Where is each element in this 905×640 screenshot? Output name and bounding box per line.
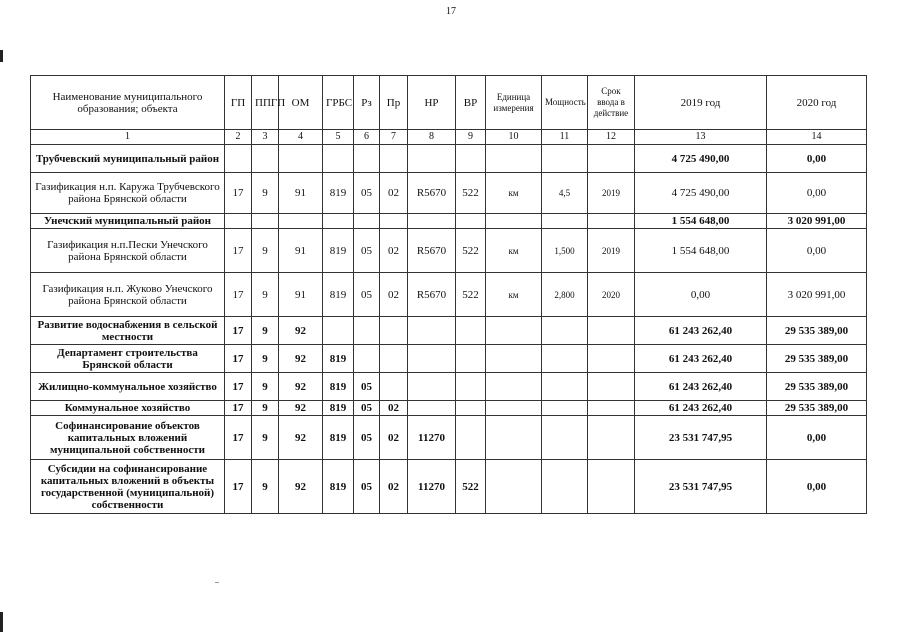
rz-cell: 05 <box>354 460 380 514</box>
header-cell: ГП <box>225 76 252 130</box>
unit-cell <box>486 401 542 416</box>
unit-cell <box>486 460 542 514</box>
amount-2020-cell: 29 535 389,00 <box>767 401 867 416</box>
table-row <box>31 229 867 273</box>
amount-2019-cell: 4 725 490,00 <box>635 145 767 173</box>
amount-2019-cell: 23 531 747,95 <box>635 416 767 460</box>
amount-2020-cell: 29 535 389,00 <box>767 317 867 345</box>
term-cell <box>588 345 635 373</box>
scan-edge-mark-top <box>0 50 3 62</box>
nr-cell <box>408 145 456 173</box>
pr-cell: 02 <box>380 173 408 214</box>
header-cell: 2020 год <box>767 76 867 130</box>
unit-cell <box>486 416 542 460</box>
ppgp-cell: 9 <box>252 373 279 401</box>
vr-cell: 522 <box>456 273 486 317</box>
grbs-cell: 819 <box>323 229 354 273</box>
object-name-cell: Жилищно-коммунальное хозяйство <box>31 373 225 401</box>
header-cell: 2019 год <box>635 76 767 130</box>
budget-table <box>30 75 867 514</box>
om-cell <box>279 214 323 229</box>
rz-cell: 05 <box>354 229 380 273</box>
unit-cell <box>486 317 542 345</box>
om-cell: 91 <box>279 173 323 214</box>
amount-2020-cell: 0,00 <box>767 416 867 460</box>
unit-cell: км <box>486 229 542 273</box>
page-number: 17 <box>446 6 456 17</box>
unit-cell <box>486 145 542 173</box>
pr-cell <box>380 145 408 173</box>
scan-mark <box>215 582 219 583</box>
rz-cell: 05 <box>354 416 380 460</box>
pr-cell: 02 <box>380 229 408 273</box>
amount-2019-cell: 1 554 648,00 <box>635 229 767 273</box>
grbs-cell: 819 <box>323 416 354 460</box>
gp-cell: 17 <box>225 345 252 373</box>
column-number: 3 <box>252 130 279 145</box>
column-number: 4 <box>279 130 323 145</box>
amount-2019-cell: 23 531 747,95 <box>635 460 767 514</box>
nr-cell <box>408 373 456 401</box>
gp-cell: 17 <box>225 460 252 514</box>
om-cell: 92 <box>279 401 323 416</box>
grbs-cell: 819 <box>323 273 354 317</box>
object-name-cell: Газификация н.п.Пески Унечского района Брянской области <box>31 229 225 273</box>
header-cell: ВР <box>456 76 486 130</box>
pr-cell <box>380 373 408 401</box>
rz-cell <box>354 214 380 229</box>
vr-cell <box>456 317 486 345</box>
table-row <box>31 317 867 345</box>
column-number: 2 <box>225 130 252 145</box>
column-number: 9 <box>456 130 486 145</box>
table-row <box>31 145 867 173</box>
nr-cell <box>408 214 456 229</box>
amount-2019-cell: 61 243 262,40 <box>635 401 767 416</box>
ppgp-cell: 9 <box>252 401 279 416</box>
object-name-cell: Газификация н.п. Жуково Унечского района Брянской области <box>31 273 225 317</box>
rz-cell: 05 <box>354 373 380 401</box>
pr-cell: 02 <box>380 416 408 460</box>
pr-cell: 02 <box>380 401 408 416</box>
nr-cell <box>408 345 456 373</box>
nr-cell: R5670 <box>408 229 456 273</box>
vr-cell <box>456 373 486 401</box>
gp-cell: 17 <box>225 229 252 273</box>
table-row <box>31 460 867 514</box>
gp-cell: 17 <box>225 373 252 401</box>
term-cell <box>588 145 635 173</box>
unit-cell: км <box>486 273 542 317</box>
table-row <box>31 214 867 229</box>
term-cell <box>588 317 635 345</box>
pr-cell <box>380 345 408 373</box>
unit-cell <box>486 214 542 229</box>
rz-cell: 05 <box>354 173 380 214</box>
amount-2019-cell: 61 243 262,40 <box>635 317 767 345</box>
power-cell <box>542 214 588 229</box>
table-row <box>31 373 867 401</box>
header-cell: Наименование муниципального образования; объекта <box>31 76 225 130</box>
rz-cell: 05 <box>354 273 380 317</box>
object-name-cell: Коммунальное хозяйство <box>31 401 225 416</box>
nr-cell: 11270 <box>408 416 456 460</box>
table-row <box>31 273 867 317</box>
grbs-cell: 819 <box>323 401 354 416</box>
amount-2019-cell: 1 554 648,00 <box>635 214 767 229</box>
amount-2020-cell: 3 020 991,00 <box>767 214 867 229</box>
amount-2019-cell: 61 243 262,40 <box>635 373 767 401</box>
column-number: 10 <box>486 130 542 145</box>
power-cell <box>542 401 588 416</box>
term-cell <box>588 214 635 229</box>
table-row <box>31 173 867 214</box>
term-cell: 2019 <box>588 229 635 273</box>
om-cell: 92 <box>279 373 323 401</box>
ppgp-cell: 9 <box>252 460 279 514</box>
pr-cell <box>380 317 408 345</box>
om-cell: 92 <box>279 345 323 373</box>
header-cell: Срок ввода в действие <box>588 76 635 130</box>
ppgp-cell <box>252 145 279 173</box>
amount-2020-cell: 0,00 <box>767 460 867 514</box>
term-cell <box>588 416 635 460</box>
rz-cell <box>354 345 380 373</box>
column-number: 7 <box>380 130 408 145</box>
grbs-cell <box>323 214 354 229</box>
term-cell: 2019 <box>588 173 635 214</box>
column-number-row <box>31 130 867 145</box>
term-cell <box>588 373 635 401</box>
power-cell: 4,5 <box>542 173 588 214</box>
gp-cell: 17 <box>225 273 252 317</box>
ppgp-cell: 9 <box>252 345 279 373</box>
power-cell: 2,800 <box>542 273 588 317</box>
unit-cell <box>486 345 542 373</box>
ppgp-cell <box>252 214 279 229</box>
header-cell: ППГП <box>252 76 279 130</box>
vr-cell <box>456 214 486 229</box>
grbs-cell: 819 <box>323 460 354 514</box>
header-cell: Рз <box>354 76 380 130</box>
rz-cell <box>354 145 380 173</box>
vr-cell: 522 <box>456 229 486 273</box>
header-cell: Пр <box>380 76 408 130</box>
vr-cell <box>456 401 486 416</box>
amount-2020-cell: 3 020 991,00 <box>767 273 867 317</box>
gp-cell: 17 <box>225 401 252 416</box>
amount-2020-cell: 29 535 389,00 <box>767 345 867 373</box>
grbs-cell <box>323 317 354 345</box>
amount-2020-cell: 29 535 389,00 <box>767 373 867 401</box>
header-cell: ГРБС <box>323 76 354 130</box>
gp-cell: 17 <box>225 173 252 214</box>
column-number: 14 <box>767 130 867 145</box>
amount-2019-cell: 0,00 <box>635 273 767 317</box>
grbs-cell: 819 <box>323 173 354 214</box>
object-name-cell: Субсидии на софинансирование капитальных вложений в объекты государственной (муниципальной) собственности <box>31 460 225 514</box>
table-row <box>31 416 867 460</box>
header-row <box>31 76 867 130</box>
amount-2020-cell: 0,00 <box>767 229 867 273</box>
pr-cell <box>380 214 408 229</box>
vr-cell: 522 <box>456 173 486 214</box>
column-number: 1 <box>31 130 225 145</box>
grbs-cell: 819 <box>323 345 354 373</box>
scan-edge-mark-bottom <box>0 612 3 632</box>
column-number: 11 <box>542 130 588 145</box>
unit-cell: км <box>486 173 542 214</box>
object-name-cell: Газификация н.п. Каружа Трубчевского района Брянской области <box>31 173 225 214</box>
om-cell: 92 <box>279 317 323 345</box>
nr-cell: R5670 <box>408 173 456 214</box>
om-cell: 92 <box>279 460 323 514</box>
header-cell: ОМ <box>279 76 323 130</box>
object-name-cell: Развитие водоснабжения в сельской местности <box>31 317 225 345</box>
power-cell <box>542 145 588 173</box>
gp-cell: 17 <box>225 317 252 345</box>
table-row <box>31 345 867 373</box>
power-cell: 1,500 <box>542 229 588 273</box>
gp-cell <box>225 214 252 229</box>
amount-2020-cell: 0,00 <box>767 145 867 173</box>
gp-cell: 17 <box>225 416 252 460</box>
nr-cell: R5670 <box>408 273 456 317</box>
om-cell: 91 <box>279 229 323 273</box>
nr-cell: 11270 <box>408 460 456 514</box>
vr-cell <box>456 416 486 460</box>
header-cell: НР <box>408 76 456 130</box>
vr-cell <box>456 145 486 173</box>
table-row <box>31 401 867 416</box>
grbs-cell <box>323 145 354 173</box>
term-cell <box>588 401 635 416</box>
object-name-cell: Софинансирование объектов капитальных вложений муниципальной собственности <box>31 416 225 460</box>
om-cell <box>279 145 323 173</box>
table-body <box>31 145 867 514</box>
column-number: 8 <box>408 130 456 145</box>
gp-cell <box>225 145 252 173</box>
object-name-cell: Департамент строительства Брянской области <box>31 345 225 373</box>
ppgp-cell: 9 <box>252 416 279 460</box>
column-number: 5 <box>323 130 354 145</box>
term-cell: 2020 <box>588 273 635 317</box>
ppgp-cell: 9 <box>252 229 279 273</box>
vr-cell <box>456 345 486 373</box>
unit-cell <box>486 373 542 401</box>
pr-cell: 02 <box>380 273 408 317</box>
amount-2019-cell: 61 243 262,40 <box>635 345 767 373</box>
power-cell <box>542 345 588 373</box>
column-number: 6 <box>354 130 380 145</box>
power-cell <box>542 373 588 401</box>
header-cell: Единица измерения <box>486 76 542 130</box>
rz-cell <box>354 317 380 345</box>
header-cell: Мощность <box>542 76 588 130</box>
om-cell: 91 <box>279 273 323 317</box>
grbs-cell: 819 <box>323 373 354 401</box>
nr-cell <box>408 317 456 345</box>
object-name-cell: Трубчевский муниципальный район <box>31 145 225 173</box>
ppgp-cell: 9 <box>252 273 279 317</box>
power-cell <box>542 317 588 345</box>
amount-2020-cell: 0,00 <box>767 173 867 214</box>
power-cell <box>542 416 588 460</box>
rz-cell: 05 <box>354 401 380 416</box>
om-cell: 92 <box>279 416 323 460</box>
term-cell <box>588 460 635 514</box>
vr-cell: 522 <box>456 460 486 514</box>
ppgp-cell: 9 <box>252 317 279 345</box>
pr-cell: 02 <box>380 460 408 514</box>
object-name-cell: Унечский муниципальный район <box>31 214 225 229</box>
nr-cell <box>408 401 456 416</box>
power-cell <box>542 460 588 514</box>
amount-2019-cell: 4 725 490,00 <box>635 173 767 214</box>
column-number: 13 <box>635 130 767 145</box>
column-number: 12 <box>588 130 635 145</box>
ppgp-cell: 9 <box>252 173 279 214</box>
